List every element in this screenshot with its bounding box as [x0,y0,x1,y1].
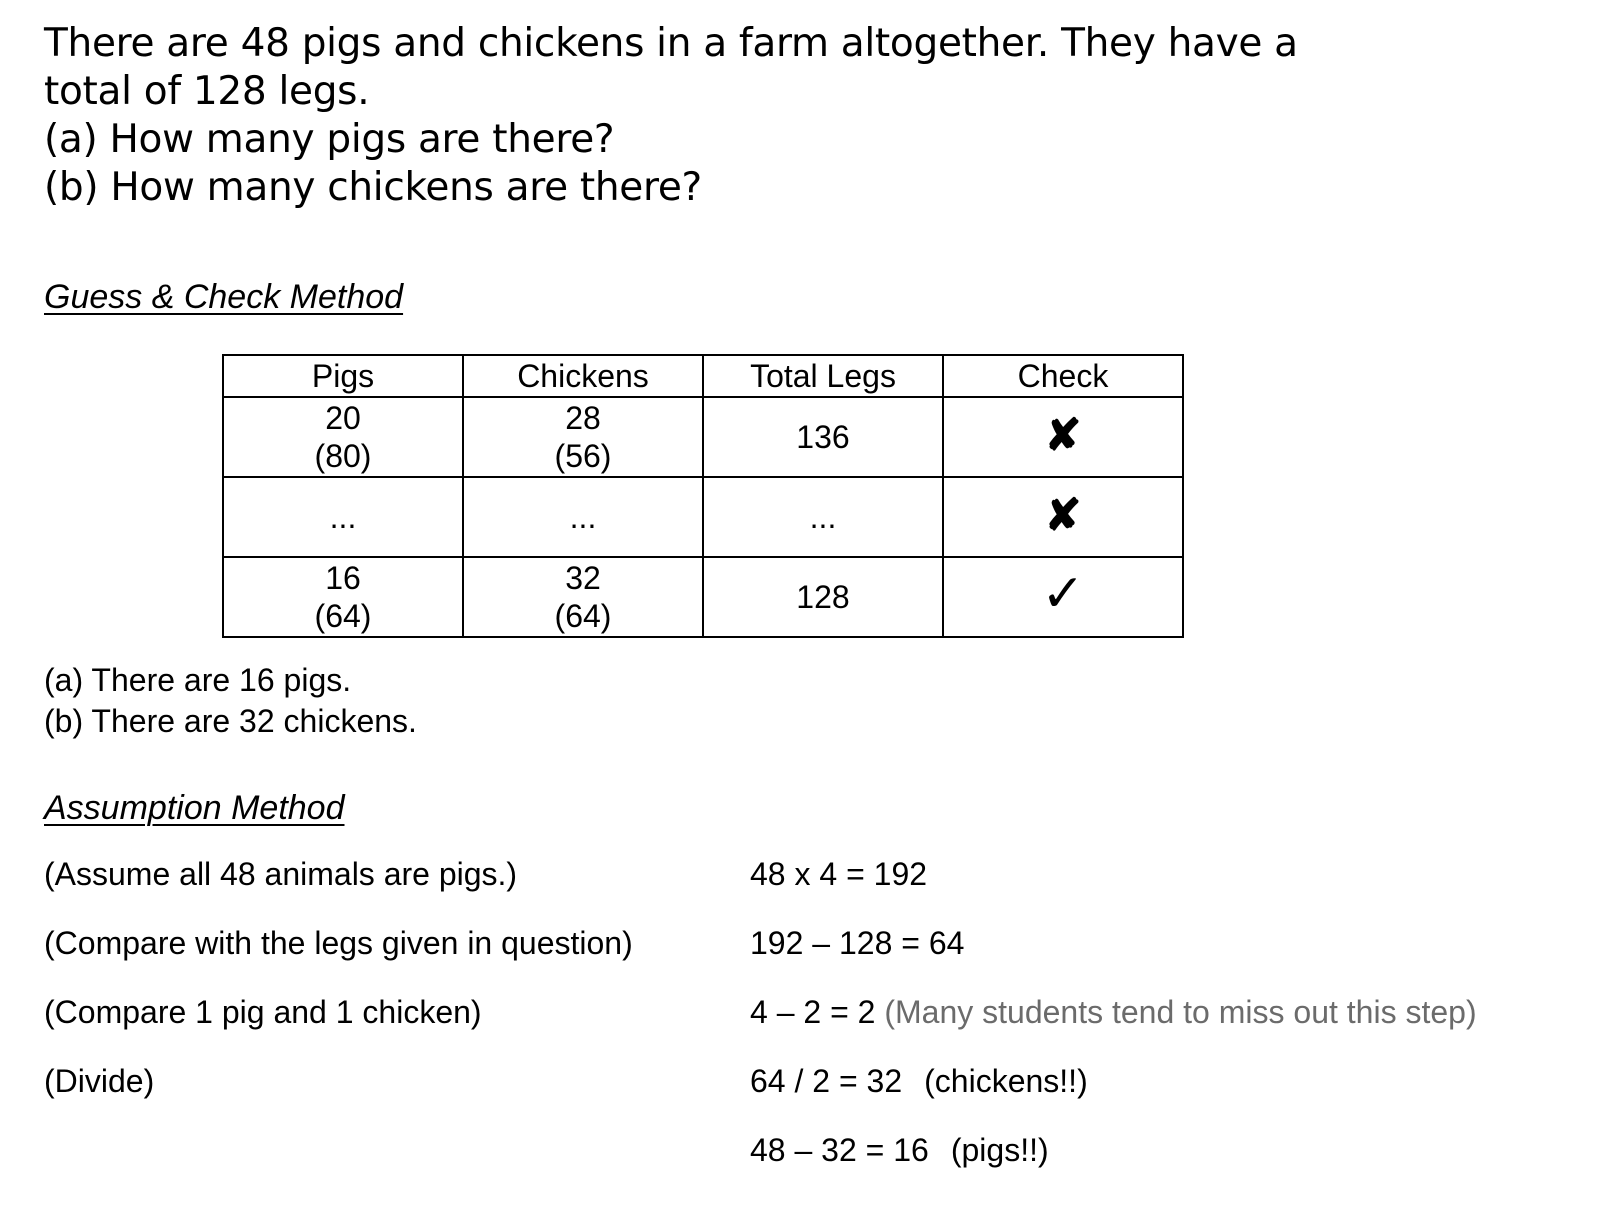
cell-pigs [223,477,463,557]
chickens-legs: (56) [554,438,612,474]
problem-line: There are 48 pigs and chickens in a farm altogether. They have a [44,21,1298,66]
step-note: (Compare with the legs given in question) [44,925,633,961]
header-check: Check [943,355,1183,397]
cell-total-legs: 128 [703,557,943,637]
pigs-count: ... [329,499,357,535]
cell-pigs [223,557,463,637]
answer-b: (b) There are 32 chickens. [44,703,417,739]
guess-check-heading: Guess & Check Method [44,278,404,316]
step-calculation [750,925,964,962]
chickens-legs: (64) [554,598,612,634]
cell-chickens [463,557,703,637]
step-equation: 64 / 2 = 32 [750,1063,903,1099]
table-row [223,557,1183,637]
cell-check [943,397,1183,477]
table-row [223,477,1183,557]
assumption-step [44,1063,1594,1132]
guess-check-table [222,354,1184,638]
table-row [223,397,1183,477]
cell-pigs [223,397,463,477]
guess-check-answers [44,660,417,742]
step-note: (Divide) [44,1063,155,1099]
header-total-legs: Total Legs [703,355,943,397]
check-mark-icon: ✓ [1041,565,1085,623]
assumption-heading: Assumption Method [44,789,345,827]
step-equation: 4 – 2 = 2 [750,994,876,1030]
chickens-count: 28 [565,400,601,436]
pigs-legs: (80) [314,438,372,474]
table-header-row [223,355,1183,397]
cell-total-legs: 136 [703,397,943,477]
problem-question-b: (b) How many chickens are there? [44,165,702,210]
cell-check [943,477,1183,557]
cross-mark-icon: ✘ [1044,410,1082,460]
problem-line: total of 128 legs. [44,69,370,114]
cell-check [943,557,1183,637]
step-calculation [750,1132,1049,1169]
step-tip-comment: (Many students tend to miss out this step) [884,994,1477,1030]
step-calculation [750,994,1477,1031]
chickens-count: ... [569,499,597,535]
step-calculation [750,1063,1088,1100]
assumption-step [44,1132,1594,1201]
step-calculation [750,856,927,893]
cell-chickens [463,397,703,477]
pigs-legs: (64) [314,598,372,634]
problem-question-a: (a) How many pigs are there? [44,117,615,162]
cross-mark-icon: ✘ [1044,490,1082,540]
answer-a: (a) There are 16 pigs. [44,662,352,698]
step-result-label: (pigs!!) [950,1132,1049,1168]
step-equation: 48 – 32 = 16 [750,1132,929,1168]
header-chickens: Chickens [463,355,703,397]
assumption-steps [44,856,1594,1201]
header-pigs: Pigs [223,355,463,397]
assumption-step [44,994,1594,1063]
step-equation: 48 x 4 = 192 [750,856,928,892]
chickens-count: 32 [565,560,601,596]
assumption-step [44,925,1594,994]
cell-total-legs: ... [703,477,943,557]
step-note: (Compare 1 pig and 1 chicken) [44,994,482,1030]
step-note: (Assume all 48 animals are pigs.) [44,856,518,892]
step-equation: 192 – 128 = 64 [750,925,965,961]
cell-chickens [463,477,703,557]
pigs-count: 16 [325,560,361,596]
assumption-step [44,856,1594,925]
step-result-label: (chickens!!) [924,1063,1088,1099]
problem-statement [44,20,1464,212]
pigs-count: 20 [325,400,361,436]
